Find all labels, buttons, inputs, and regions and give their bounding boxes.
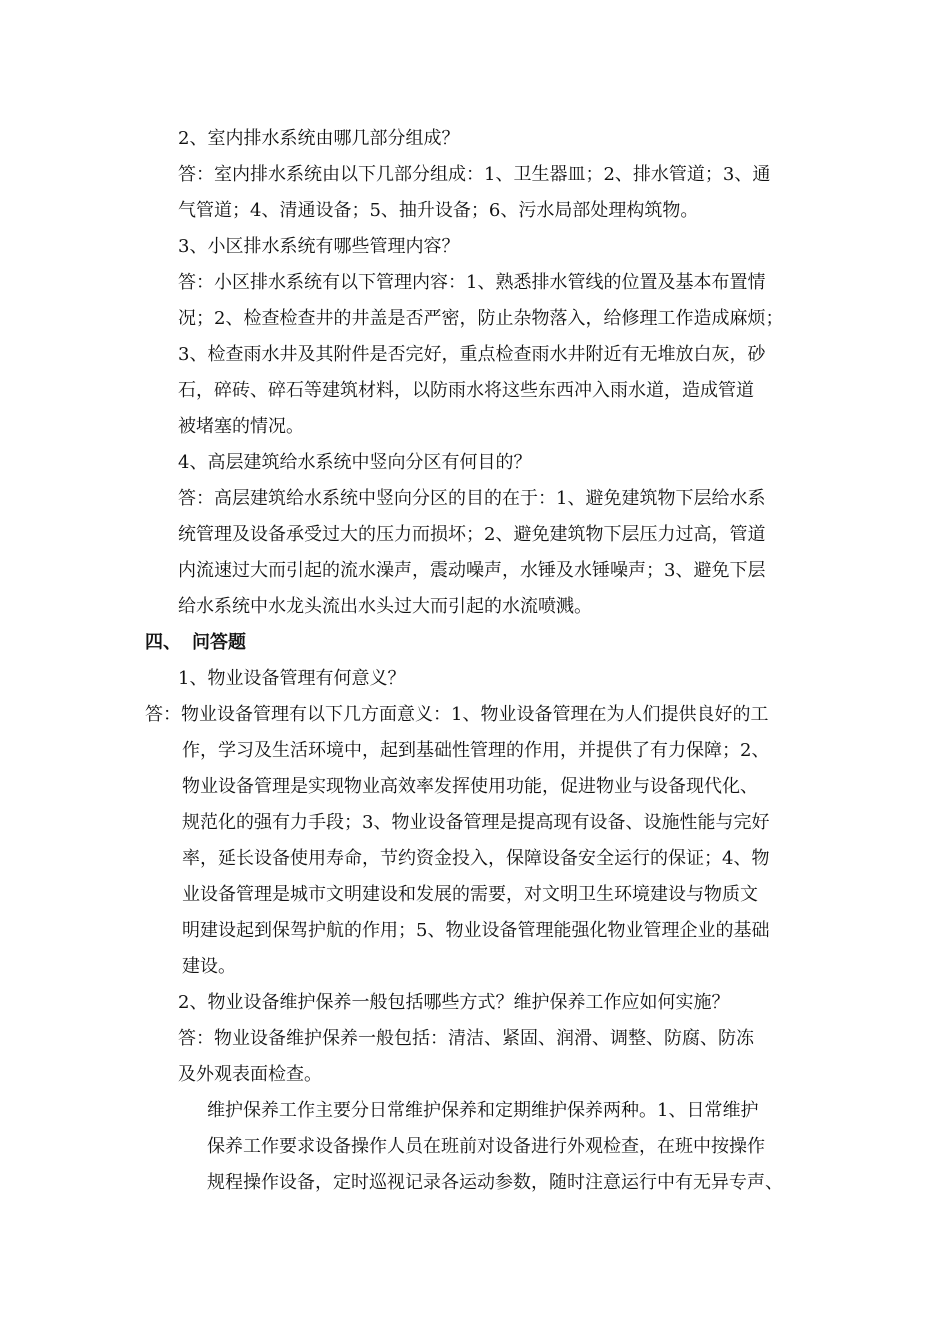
answer-4-1-line-8: 建设。: [182, 956, 236, 977]
answer-3-3-line-1: 答：小区排水系统有以下管理内容：1、熟悉排水管线的位置及基本布置情: [178, 272, 766, 293]
question-3-2: 2、室内排水系统由哪几部分组成？: [178, 128, 460, 149]
answer-3-2-line-2: 气管道；4、清通设备；5、抽升设备；6、污水局部处理构筑物。: [178, 200, 699, 221]
answer-3-3-line-3: 3、检查雨水井及其附件是否完好，重点检查雨水井附近有无堆放白灰，砂: [178, 344, 766, 365]
answer-4-1-line-1: 答：物业设备管理有以下几方面意义：1、物业设备管理在为人们提供良好的工: [145, 704, 769, 725]
answer-4-2-line-1: 答：物业设备维护保养一般包括：清洁、紧固、润滑、调整、防腐、防冻: [178, 1028, 754, 1049]
answer-3-3-line-5: 被堵塞的情况。: [178, 416, 304, 437]
paragraph-4-2-line-2: 保养工作要求设备操作人员在班前对设备进行外观检查，在班中按操作: [207, 1136, 765, 1157]
answer-4-1-line-6: 业设备管理是城市文明建设和发展的需要，对文明卫生环境建设与物质文: [182, 884, 758, 905]
answer-3-3-line-2: 况；2、检查检查井的井盖是否严密，防止杂物落入，给修理工作造成麻烦；: [178, 308, 784, 329]
section-4-number: 四、: [145, 632, 181, 653]
paragraph-4-2-line-1: 维护保养工作主要分日常维护保养和定期维护保养两种。1、日常维护: [207, 1100, 759, 1121]
paragraph-4-2-line-3: 规程操作设备，定时巡视记录各运动参数，随时注意运行中有无异专声、: [207, 1172, 783, 1193]
answer-3-4-line-1: 答：高层建筑给水系统中竖向分区的目的在于：1、避免建筑物下层给水系: [178, 488, 766, 509]
question-4-2: 2、物业设备维护保养一般包括哪些方式？维护保养工作应如何实施？: [178, 992, 730, 1013]
answer-4-1-line-5: 率，延长设备使用寿命，节约资金投入，保障设备安全运行的保证；4、物: [182, 848, 770, 869]
question-4-1: 1、物业设备管理有何意义？: [178, 668, 406, 689]
question-3-3: 3、小区排水系统有哪些管理内容？: [178, 236, 460, 257]
answer-3-4-line-4: 给水系统中水龙头流出水头过大而引起的水流喷溅。: [178, 596, 592, 617]
answer-4-1-line-4: 规范化的强有力手段；3、物业设备管理是提高现有设备、设施性能与完好: [182, 812, 770, 833]
answer-3-2-line-1: 答：室内排水系统由以下几部分组成：1、卫生器皿；2、排水管道；3、通: [178, 164, 771, 185]
section-4-title: 问答题: [192, 632, 246, 653]
answer-4-1-line-3: 物业设备管理是实现物业高效率发挥使用功能，促进物业与设备现代化、: [182, 776, 758, 797]
answer-4-2-line-2: 及外观表面检查。: [178, 1064, 322, 1085]
answer-3-4-line-3: 内流速过大而引起的流水澡声，震动噪声，水锤及水锤噪声；3、避免下层: [178, 560, 766, 581]
answer-4-1-line-2: 作，学习及生活环境中，起到基础性管理的作用，并提供了有力保障；2、: [182, 740, 770, 761]
answer-3-3-line-4: 石，碎砖、碎石等建筑材料，以防雨水将这些东西冲入雨水道，造成管道: [178, 380, 754, 401]
question-3-4: 4、高层建筑给水系统中竖向分区有何目的？: [178, 452, 532, 473]
answer-3-4-line-2: 统管理及设备承受过大的压力而损坏；2、避免建筑物下层压力过高，管道: [178, 524, 766, 545]
answer-4-1-line-7: 明建设起到保驾护航的作用；5、物业设备管理能强化物业管理企业的基础: [182, 920, 770, 941]
